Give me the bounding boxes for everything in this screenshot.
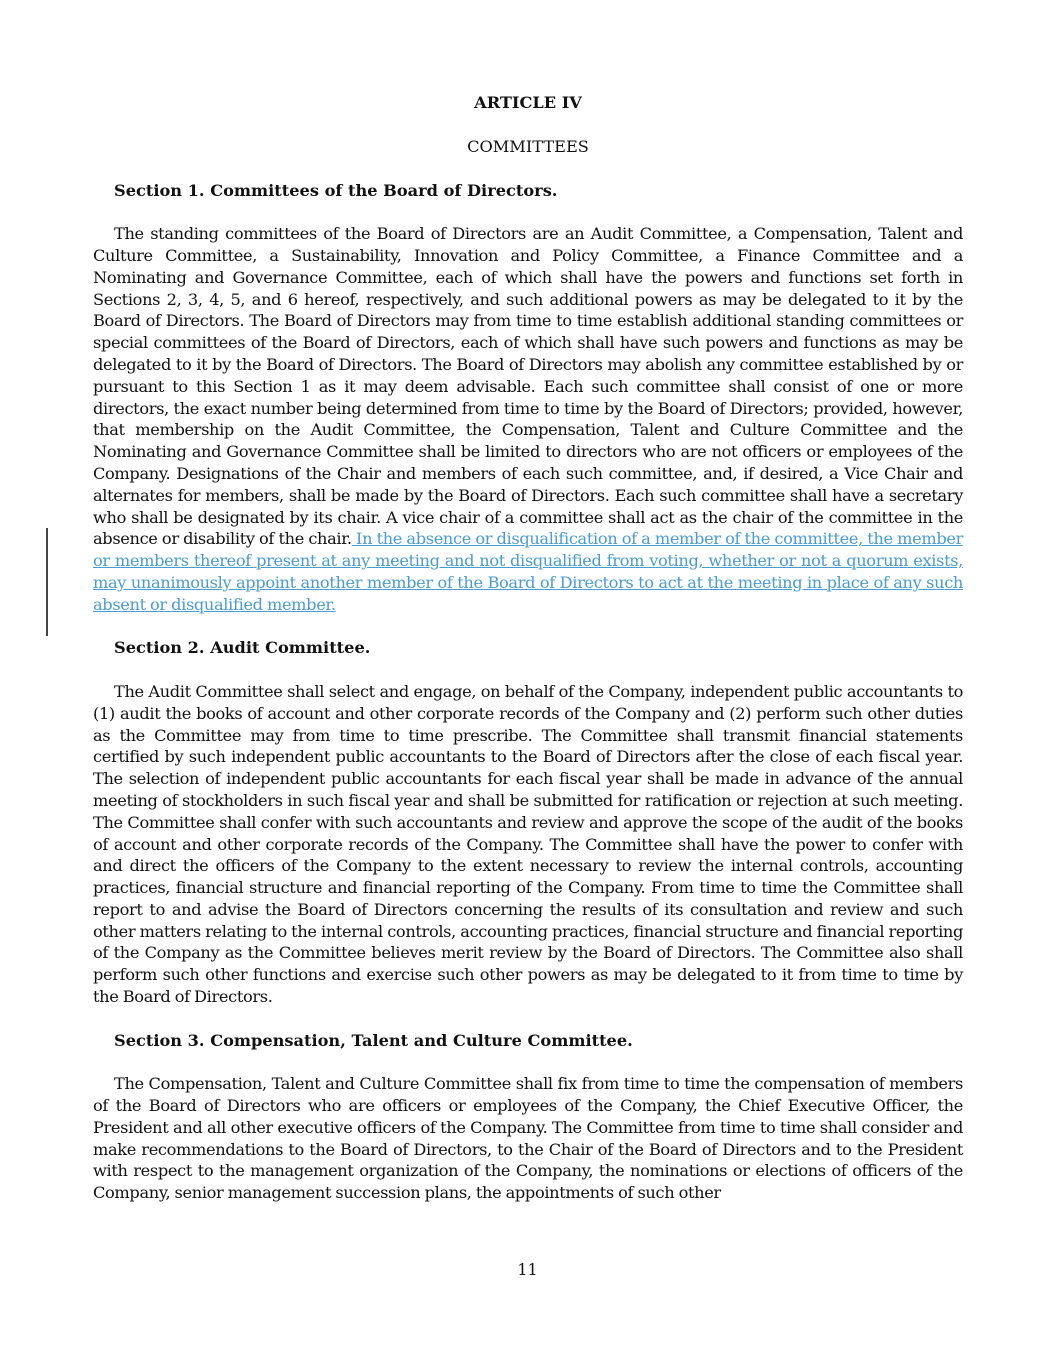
article-subtitle: COMMITTEES	[467, 136, 589, 156]
article-title: ARTICLE IV	[474, 93, 582, 112]
section-1-body	[93, 223, 963, 615]
section-2-heading: Section 2. Audit Committee.	[114, 638, 371, 658]
section-1-text: The standing committees of the Board of Directors are an Audit Committee, a Compensation, Talent and Culture Committee, a Sustainability, Innovation and Policy Committee, a Finance Committee and a Nominating and Governance Committee, each of which shall have the powers and functions set forth in Sections 2, 3, 4, 5, and 6 hereof, respectively, and such additional powers as may be delegated to it by the Board of Directors. The Board of Directors may from time to time establish additional standing committees or special committees of the Board of Directors, each of which shall have such powers and functions as may be delegated to it by the Board of Directors. The Board of Directors may abolish any committee established by or pursuant to this Section 1 as it may deem advisable. Each such committee shall consist of one or more directors, the exact number being determined from time to time by the Board of Directors; provided, however, that membership on the Audit Committee, the Compensation, Talent and Culture Committee and the Nominating and Governance Committee shall be limited to directors who are not officers or employees of the Company. Designations of the Chair and members of each such committee, and, if desired, a Vice Chair and alternates for members, shall be made by the Board of Directors. Each such committee shall have a secretary who shall be designated by its chair. A vice chair of a committee shall act as the chair of the committee in the absence or disability of the chair.	[93, 224, 963, 549]
section-2-body: The Audit Committee shall select and engage, on behalf of the Company, independent public accountants to (1) audit the books of account and other corporate records of the Company and (2) perform such other duties as the Committee may from time to time prescribe. The Committee shall transmit financial statements certified by such independent public accountants to the Board of Directors after the close of each fiscal year. The selection of independent public accountants for each fiscal year shall be made in advance of the annual meeting of stockholders in such fiscal year and shall be submitted for ratification or rejection at such meeting. The Committee shall confer with such accountants and review and approve the scope of the audit of the books of account and other corporate records of the Company. The Committee shall have the power to confer with and direct the officers of the Company to the extent necessary to review the internal controls, accounting practices, financial structure and financial reporting of the Company. From time to time the Committee shall report to and advise the Board of Directors concerning the results of its consultation and review and such other matters relating to the internal controls, accounting practices, financial structure and financial reporting of the Company as the Committee believes merit review by the Board of Directors. The Committee also shall perform such other functions and exercise such other powers as may be delegated to it from time to time by the Board of Directors.	[93, 681, 963, 1007]
section-1-inserted-text: In the absence or disqualification of a member of the committee, the member or members thereof present at any meeting and not disqualified from voting, whether or not a quorum exists, may unanimously appoint another member of the Board of Directors to act at the meeting in place of any such absent or disqualified member.	[93, 529, 963, 614]
revision-bar	[46, 528, 48, 636]
section-1-heading: Section 1. Committees of the Board of Directors.	[114, 180, 558, 200]
page-number: 11	[517, 1260, 538, 1279]
document-page	[93, 92, 963, 1226]
section-3-heading: Section 3. Compensation, Talent and Culture Committee.	[114, 1030, 633, 1050]
section-3-body: The Compensation, Talent and Culture Committee shall fix from time to time the compensation of members of the Board of Directors who are officers or employees of the Company, the Chief Executive Officer, the President and all other executive officers of the Company. The Committee from time to time shall consider and make recommendations to the Board of Directors, to the Chair of the Board of Directors and to the President with respect to the management organization of the Company, the nominations or elections of officers of the Company, senior management succession plans, the appointments of such other	[93, 1074, 963, 1203]
